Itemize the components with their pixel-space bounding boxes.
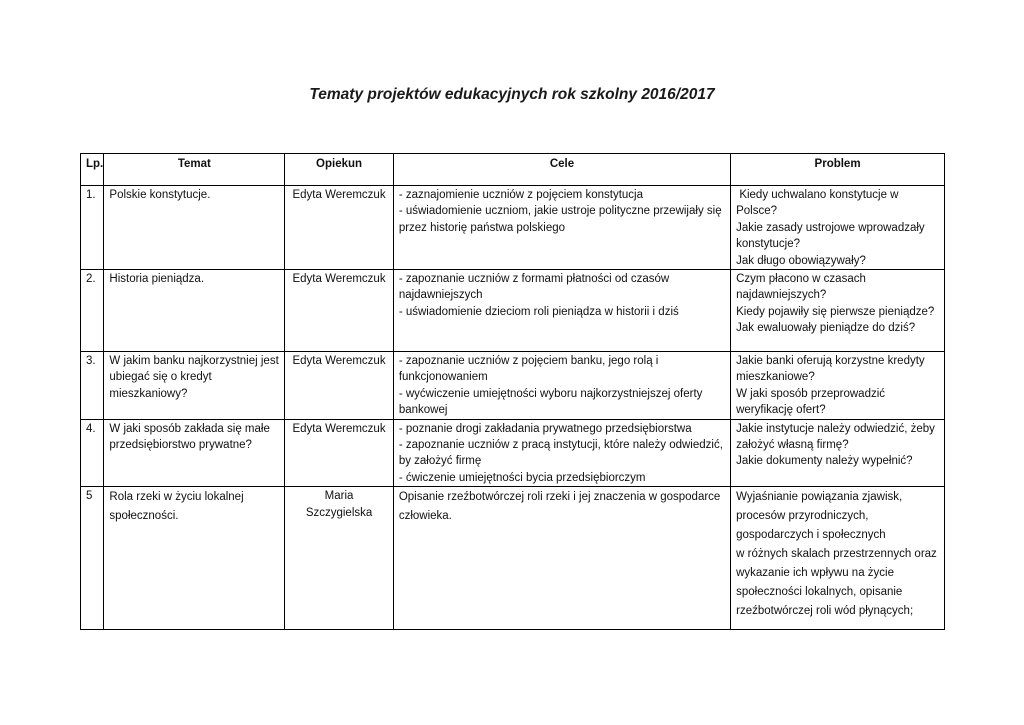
header-temat: Temat bbox=[104, 154, 285, 186]
row-problems bbox=[731, 419, 945, 487]
row-topic: W jakim banku najkorzystniej jest ubiegać się o kredyt mieszkaniowy? bbox=[104, 352, 285, 420]
goal-line: - zapoznanie uczniów z formami płatności od czasów najdawniejszych bbox=[398, 273, 673, 302]
problem-line: w różnych skalach przestrzennych oraz wykazanie ich wpływu na życie społeczności lokalnych, opisanie rzeźbotwórczej roli wód płynących; bbox=[736, 548, 941, 618]
problem-line: Kiedy uchwalano konstytucje w Polsce? bbox=[736, 189, 902, 218]
row-number: 2. bbox=[81, 270, 104, 352]
problem-line: Jakie instytucje należy odwiedzić, żeby założyć własną firmę? bbox=[736, 422, 939, 452]
row-problems bbox=[731, 270, 945, 352]
goal-line: - uświadomienie dzieciom roli pieniądza w historii i dziś bbox=[398, 305, 679, 318]
header-cele: Cele bbox=[393, 154, 730, 186]
problem-line: Kiedy pojawiły się pierwsze pieniądze? bbox=[736, 305, 935, 318]
problem-line: Jak długo obowiązywały? bbox=[736, 254, 866, 267]
goal-line: - zapoznanie uczniów z pojęciem banku, jego rolą i funkcjonowaniem bbox=[398, 355, 662, 384]
problem-line: Jakie zasady ustrojowe wprowadzały konstytucje? bbox=[736, 221, 928, 251]
row-number: 1. bbox=[81, 186, 104, 270]
row-topic: Polskie konstytucje. bbox=[104, 186, 285, 270]
table-row bbox=[81, 270, 945, 352]
row-goals bbox=[393, 352, 730, 420]
row-supervisor: Edyta Weremczuk bbox=[285, 270, 394, 352]
header-lp: Lp. bbox=[81, 154, 104, 186]
row-problems bbox=[731, 487, 945, 630]
document-title: Tematy projektów edukacyjnych rok szkolny 2016/2017 bbox=[309, 86, 715, 103]
row-topic: Rola rzeki w życiu lokalnej społeczności. bbox=[104, 487, 285, 630]
problem-line: Jakie dokumenty należy wypełnić? bbox=[736, 455, 913, 468]
row-goals bbox=[393, 186, 730, 270]
projects-table bbox=[80, 153, 945, 630]
goal-line: - zapoznanie uczniów z pracą instytucji, które należy odwiedzić, by założyć firmę bbox=[398, 439, 727, 468]
table-row bbox=[81, 419, 945, 487]
row-goals bbox=[393, 487, 730, 630]
row-goals bbox=[393, 419, 730, 487]
row-number: 5 bbox=[81, 487, 104, 630]
header-problem: Problem bbox=[731, 154, 945, 186]
problem-line: W jaki sposób przeprowadzić weryfikację ofert? bbox=[736, 387, 889, 417]
row-supervisor: Edyta Weremczuk bbox=[285, 352, 394, 420]
row-number: 3. bbox=[81, 352, 104, 420]
problem-line: Czym płacono w czasach najdawniejszych? bbox=[736, 273, 870, 302]
problem-line: Jakie banki oferują korzystne kredyty mieszkaniowe? bbox=[736, 355, 928, 384]
row-problems bbox=[731, 186, 945, 270]
goal-line: - wyćwiczenie umiejętności wyboru najkorzystniejszej oferty bankowej bbox=[398, 387, 706, 417]
table-row bbox=[81, 186, 945, 270]
row-topic: W jaki sposób zakłada się małe przedsiębiorstwo prywatne? bbox=[104, 419, 285, 487]
table-header-row bbox=[81, 154, 945, 186]
row-problems bbox=[731, 352, 945, 420]
goal-line: - uświadomienie uczniom, jakie ustroje polityczne przewijały się przez historię państwa polskiego bbox=[398, 205, 725, 234]
table-row bbox=[81, 487, 945, 630]
goal-line: - poznanie drogi zakładania prywatnego przedsiębiorstwa bbox=[398, 422, 692, 435]
goal-line: - ćwiczenie umiejętności bycia przedsiębiorczym bbox=[398, 471, 646, 484]
row-topic: Historia pieniądza. bbox=[104, 270, 285, 352]
row-supervisor: Edyta Weremczuk bbox=[285, 419, 394, 487]
row-supervisor: Maria Szczygielska bbox=[285, 487, 394, 630]
goal-line: - zaznajomienie uczniów z pojęciem konstytucja bbox=[398, 189, 643, 201]
row-number: 4. bbox=[81, 419, 104, 487]
header-opiekun: Opiekun bbox=[285, 154, 394, 186]
problem-line: Jak ewaluowały pieniądze do dziś? bbox=[736, 322, 916, 335]
table-row bbox=[81, 352, 945, 420]
row-goals bbox=[393, 270, 730, 352]
problem-line: Wyjaśnianie powiązania zjawisk, procesów przyrodniczych, gospodarczych i społecznych bbox=[736, 491, 906, 542]
goal-line: Opisanie rzeźbotwórczej roli rzeki i jej znaczenia w gospodarce człowieka. bbox=[398, 491, 724, 523]
row-supervisor: Edyta Weremczuk bbox=[285, 186, 394, 270]
